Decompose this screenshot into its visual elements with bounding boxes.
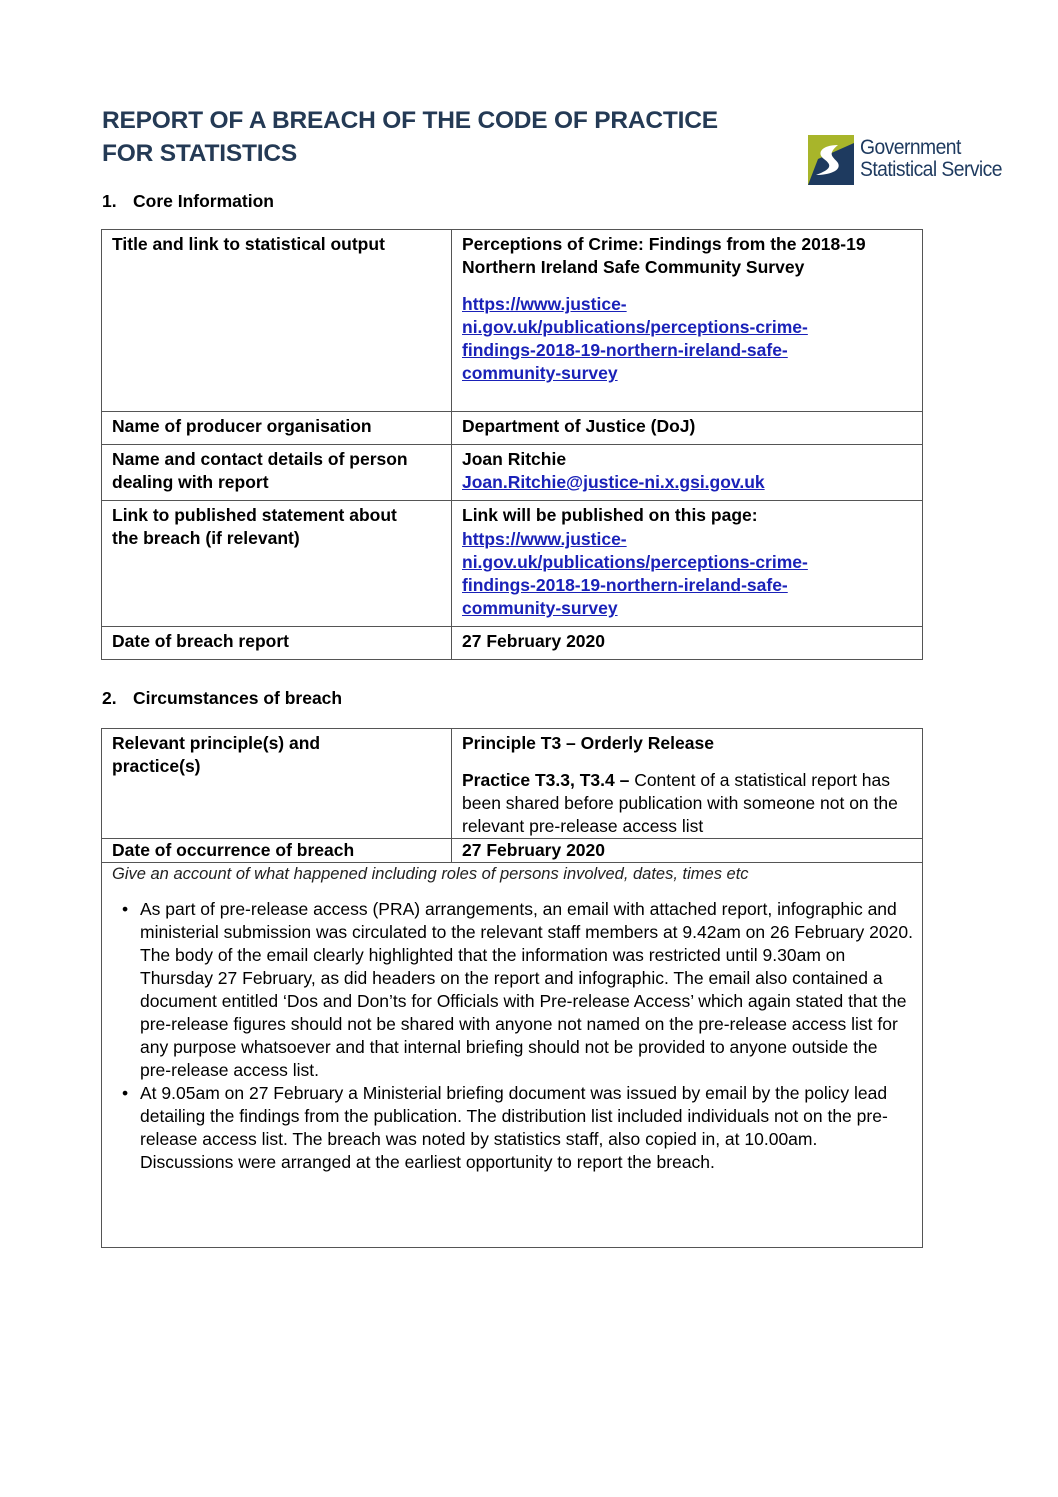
practice-text: Content of a statistical report has been shared before publication with someone not on the relevant pre-release access list — [462, 770, 898, 836]
row-label — [102, 445, 452, 501]
document-title — [102, 104, 782, 170]
table-row — [102, 230, 923, 412]
row-value: 27 February 2020 — [452, 627, 923, 660]
gss-logo-text — [860, 137, 1014, 181]
section-1-heading — [102, 191, 274, 212]
statement-note: Link will be published on this page: — [462, 505, 758, 525]
table-row — [102, 445, 923, 501]
output-title-line-1: Perceptions of Crime: Findings from the 2018-19 — [462, 234, 866, 254]
row-value: 27 February 2020 — [452, 839, 923, 863]
row-label — [102, 501, 452, 627]
table-row — [102, 839, 923, 863]
document-title-line-1: REPORT OF A BREACH OF THE CODE OF PRACTICE — [102, 107, 718, 134]
link-part: community-survey — [462, 363, 618, 383]
label-line: the breach (if relevant) — [112, 528, 300, 548]
link-part: ni.gov.uk/publications/perceptions-crime- — [462, 552, 808, 572]
principle-name: Principle T3 – Orderly Release — [462, 733, 714, 753]
row-value — [452, 501, 923, 627]
label-line: Link to published statement about — [112, 505, 397, 525]
label-line: Relevant principle(s) and — [112, 733, 321, 753]
contact-email-link[interactable]: Joan.Ritchie@justice-ni.x.gsi.gov.uk — [462, 472, 765, 492]
row-label: Date of occurrence of breach — [102, 839, 452, 863]
row-label: Date of breach report — [102, 627, 452, 660]
document-title-line-2: FOR STATISTICS — [102, 140, 298, 167]
row-label: Name of producer organisation — [102, 412, 452, 445]
table-row — [102, 863, 923, 1248]
row-label — [102, 729, 452, 839]
practice-codes: Practice T3.3, T3.4 – — [462, 770, 630, 790]
link-part: https://www.justice- — [462, 529, 627, 549]
section-2-number: 2. — [102, 688, 117, 708]
row-label: Title and link to statistical output — [102, 230, 452, 412]
logo-text-line-2: Statistical Service — [860, 158, 1002, 181]
table-row — [102, 501, 923, 627]
section-1-number: 1. — [102, 191, 117, 211]
account-prompt: Give an account of what happened including roles of persons involved, dates, times etc — [112, 865, 749, 883]
link-part: https://www.justice- — [462, 294, 627, 314]
contact-name: Joan Ritchie — [462, 449, 567, 469]
section-2-title: Circumstances of breach — [133, 688, 343, 708]
label-line: dealing with report — [112, 472, 269, 492]
row-value — [452, 729, 923, 839]
account-list — [112, 898, 913, 1174]
section-1-title: Core Information — [133, 191, 274, 211]
link-part: community-survey — [462, 598, 618, 618]
link-part: findings-2018-19-northern-ireland-safe- — [462, 575, 788, 595]
section-2-heading — [102, 688, 342, 709]
table-row — [102, 729, 923, 839]
published-statement-link[interactable] — [462, 529, 808, 618]
core-information-table — [101, 229, 923, 660]
logo-text-line-1: Government — [860, 136, 961, 159]
label-line: Name and contact details of person — [112, 449, 408, 469]
circumstances-table — [101, 728, 923, 1248]
link-part: ni.gov.uk/publications/perceptions-crime- — [462, 317, 808, 337]
table-row — [102, 627, 923, 660]
output-title-line-2: Northern Ireland Safe Community Survey — [462, 257, 805, 277]
statistical-output-link[interactable] — [462, 294, 808, 383]
gss-logo — [808, 135, 1023, 187]
practice-description — [462, 769, 913, 838]
list-item: • As part of pre-release access (PRA) arrangements, an email with attached report, infographic and ministerial submission was circulated to the relevant staff members at 9.42am on 26 February 2020. The body of the email clearly highlighted that the information was restricted until 9.30am on Thursday 27 February, as did headers on the report and infographic. The email also contained a document entitled ‘Dos and Don’ts for Officials with Pre-release Access’ which again stated that the pre-release figures should not be shared with anyone not named on the pre-release access list for any purpose whatsoever and that internal briefing should not be provided to anyone outside the pre-release access list. — [140, 898, 913, 1082]
table-row — [102, 412, 923, 445]
gss-logo-icon — [808, 135, 854, 185]
account-cell — [102, 863, 923, 1248]
label-line: practice(s) — [112, 756, 201, 776]
row-value: Department of Justice (DoJ) — [452, 412, 923, 445]
row-value — [452, 230, 923, 412]
row-value — [452, 445, 923, 501]
list-item: • At 9.05am on 27 February a Ministerial briefing document was issued by email by the policy lead detailing the findings from the publication. The distribution list included individuals not on the pre-release access list. The breach was noted by statistics staff, also copied in, at 10.00am. Discussions were arranged at the earliest opportunity to report the breach. — [140, 1082, 913, 1174]
link-part: findings-2018-19-northern-ireland-safe- — [462, 340, 788, 360]
